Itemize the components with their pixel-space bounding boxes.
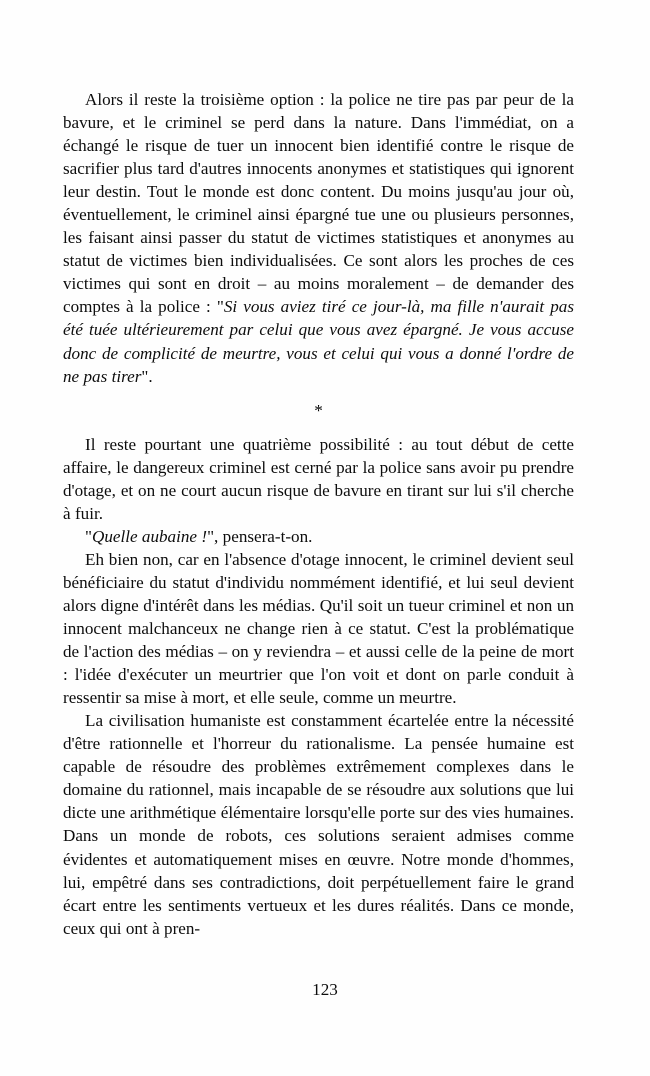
paragraph-3-quote-open-mark: " <box>85 526 92 546</box>
paragraph-2: Il reste pourtant une quatrième possibilité : au tout début de cette affaire, le dangereux criminel est cerné par la police sans avoir pu prendre d'otage, et on ne court aucun risque de bavure en tirant sur lui s'il cherche à fuir. <box>63 434 574 523</box>
quoted-italic-passage: Si vous aviez tiré ce jour-là, ma fille n'aurait pas été tuée ultérieurement par celui que vous avez épargné. Je vous accuse donc de complicité de meurtre, vous et celui qui vous a donné l'ordre de ne pas tirer <box>63 297 574 386</box>
separator-space-below <box>63 422 574 433</box>
separator-space-above <box>63 388 574 399</box>
paragraph-1-text: Alors il reste la troisième option : la police ne tire pas par peur de la bavure, et le criminel se perd dans la nature. Dans l'immédiat, on a échangé le risque de tuer un innocent bien identifié contre le risque de sacrifier plus tard d'autres innocents anonymes et statistiques qui ignorent leur destin. Tout le monde est donc content. Du moins jusqu'au jour où, éventuellement, le criminel ainsi épargné tue une ou plusieurs personnes, les faisant ainsi passer du statut de victimes statistiques et anonymes au statut de victimes bien individualisées. Ce sont alors les proches de ces victimes qui sont en droit – au moins moralement – de demander des comptes à la police : <box>63 90 574 317</box>
paragraph-3 <box>63 525 574 548</box>
asterisk-separator: * <box>314 400 323 420</box>
quote-open-mark: " <box>216 297 224 317</box>
paragraph-3-italic-exclamation: Quelle aubaine ! <box>91 526 208 546</box>
paragraph-3-quote-close-mark: ", pensera-t-on. <box>207 526 313 546</box>
page-text-block <box>63 88 574 940</box>
paragraph-1 <box>63 88 574 388</box>
paragraph-4: Eh bien non, car en l'absence d'otage innocent, le criminel devient seul bénéficiaire du statut d'individu nommément identifié, et lui seul devient alors digne d'intérêt dans les médias. Qu'il soit un tueur criminel et non un innocent malchanceux ne change rien à ce statut. C'est la problématique de l'action des médias – on y reviendra – et aussi celle de la peine de mort : l'idée d'exécuter un meurtrier que l'on voit et dont on parle conduit à ressentir sa mise à mort, et elle seule, comme un meurtre. <box>63 549 574 708</box>
page-number: 123 <box>312 980 338 999</box>
paragraph-5: La civilisation humaniste est constamment écartelée entre la nécessité d'être rationnelle et l'horreur du rationalisme. La pensée humaine est capable de résoudre des problèmes extrêmement complexes dans le domaine du rationnel, mais incapable de se résoudre aux solutions que lui dicte une arithmétique élémentaire lorsqu'elle porte sur des vies humaines. Dans un monde de robots, ces solutions seraient admises comme évidentes et automatiquement mises en œuvre. Notre monde d'hommes, lui, empêtré dans ses contradictions, doit perpétuellement faire le grand écart entre les sentiments vertueux et les dures réalités. Dans ce monde, ceux qui ont à pren- <box>63 711 574 938</box>
quote-close-mark: ". <box>141 366 153 386</box>
